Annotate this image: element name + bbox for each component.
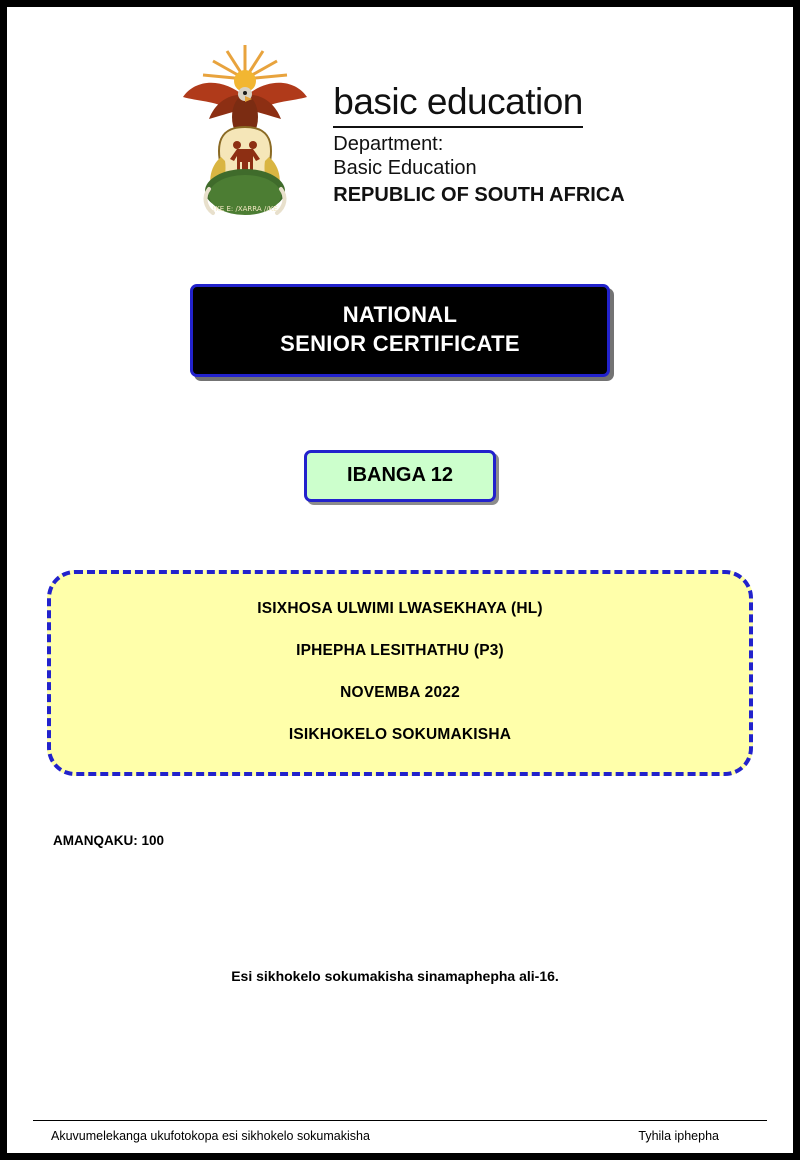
- document-header: [33, 39, 767, 224]
- subject-details-box: [47, 570, 753, 776]
- south-african-coat-of-arms-icon: [175, 39, 315, 224]
- dept-title: basic education: [333, 83, 583, 128]
- dept-line-1: Department:: [333, 133, 444, 155]
- document-page: [7, 7, 793, 1153]
- svg-text:!KE E: /XARRA //KE: !KE E: /XARRA //KE: [212, 205, 278, 213]
- turn-over-note: Tyhila iphepha: [638, 1129, 719, 1143]
- document-type: ISIKHOKELO SOKUMAKISHA: [288, 725, 512, 743]
- subject-name: ISIXHOSA ULWIMI LWASEKHAYA (HL): [257, 599, 543, 617]
- exam-date: NOVEMBA 2022: [340, 683, 460, 701]
- certificate-line-2: SENIOR CERTIFICATE: [280, 331, 520, 357]
- page-footer: [33, 1120, 767, 1153]
- national-senior-certificate-box: [190, 284, 610, 377]
- department-text-block: [333, 39, 624, 207]
- grade-area: [33, 450, 767, 502]
- dept-line-2: Basic Education: [333, 157, 477, 180]
- page-count-note: Esi sikhokelo sokumakisha sinamaphepha ali-16.: [231, 967, 559, 984]
- dept-country: REPUBLIC OF SOUTH AFRICA: [333, 183, 625, 206]
- certificate-title-area: [33, 284, 767, 377]
- paper-number: IPHEPHA LESITHATHU (P3): [296, 641, 504, 659]
- total-marks: AMANQAKU: 100: [53, 832, 165, 848]
- copyright-notice: Akuvumelekanga ukufotokopa esi sikhokelo sokumakisha: [51, 1129, 370, 1143]
- grade-box: IBANGA 12: [304, 450, 496, 502]
- certificate-line-1: NATIONAL: [342, 302, 458, 327]
- subject-area: [33, 570, 767, 776]
